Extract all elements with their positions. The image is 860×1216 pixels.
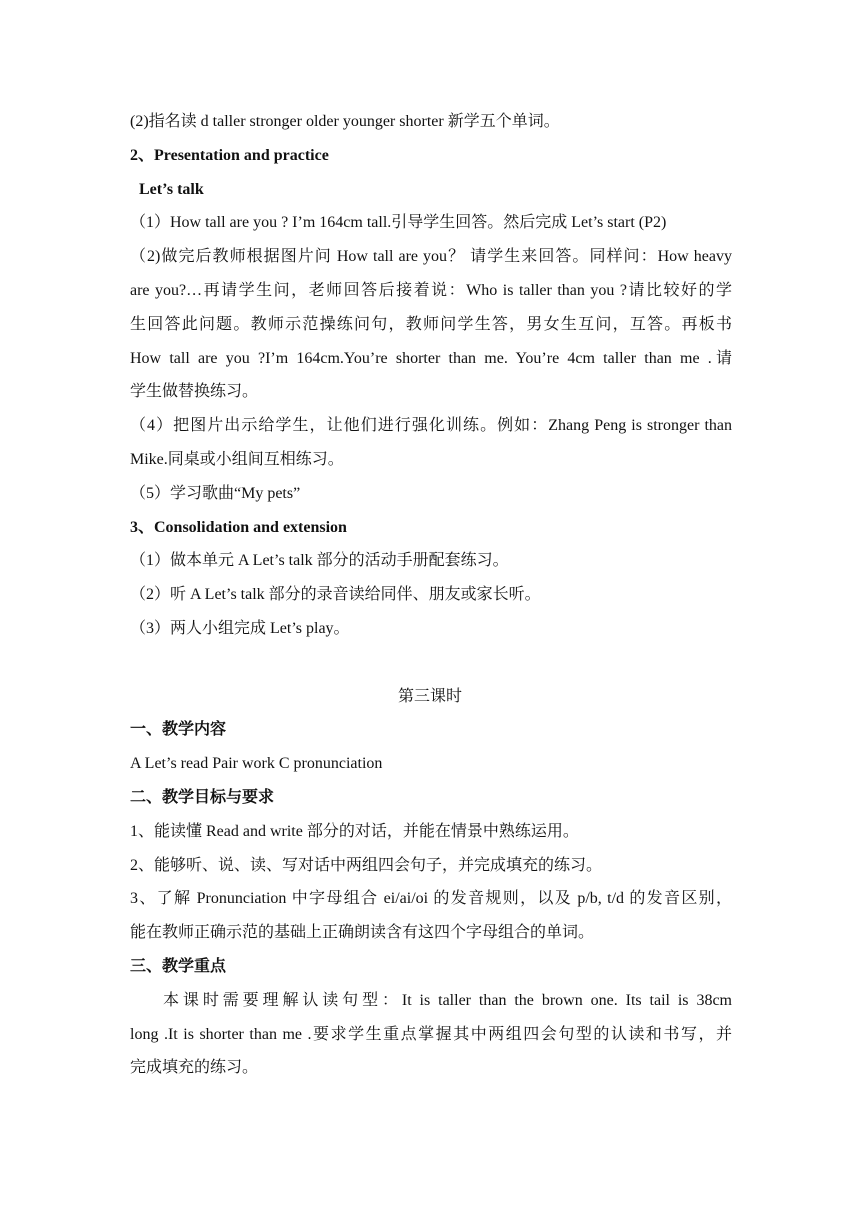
text-line: How tall are you ?I’m 164cm.You’re shorter than me. You’re 4cm taller than me .请 (130, 350, 732, 367)
subsection-heading: Let’s talk (139, 181, 204, 198)
text-line: （2）听 A Let’s talk 部分的录音读给同伴、朋友或家长听。 (130, 586, 541, 603)
text-line: 本课时需要理解认读句型：It is taller than the brown one. Its tail is 38cm (163, 992, 732, 1009)
section-heading: 2、Presentation and practice (130, 147, 329, 164)
text-line: 1、能读懂 Read and write 部分的对话，并能在情景中熟练运用。 (130, 823, 579, 840)
text-line: （1）做本单元 A Let’s talk 部分的活动手册配套练习。 (130, 552, 509, 569)
text-line: （3）两人小组完成 Let’s play。 (130, 620, 350, 637)
text-line: 2、能够听、说、读、写对话中两组四会句子，并完成填充的练习。 (130, 857, 603, 874)
text-line: （4）把图片出示给学生，让他们进行强化训练。例如：Zhang Peng is stronger than (130, 417, 732, 434)
text-line: 3、了解 Pronunciation 中字母组合 ei/ai/oi 的发音规则，以及 p/b, t/d 的发音区别， (130, 890, 732, 907)
text-line: long .It is shorter than me .要求学生重点掌握其中两组四会句型的认读和书写，并 (130, 1026, 732, 1043)
text-line: 学生做替换练习。 (130, 383, 259, 400)
lesson-title: 第三课时 (397, 688, 462, 705)
section-heading: 二、教学目标与要求 (130, 789, 275, 806)
text-line: 生回答此问题。教师示范操练问句，教师问学生答，男女生互问，互答。再板书 (130, 316, 732, 333)
text-line: A Let’s read Pair work C pronunciation (130, 755, 383, 772)
text-line: （1）How tall are you ? I’m 164cm tall.引导学生回答。然后完成 Let’s start (P2) (130, 214, 667, 231)
text-line: are you?…再请学生问，老师回答后接着说：Who is taller than you ?请比较好的学 (130, 282, 732, 299)
text-line: （5）学习歌曲“My pets” (130, 485, 301, 502)
text-line: Mike.同桌或小组间互相练习。 (130, 451, 344, 468)
text-line: 能在教师正确示范的基础上正确朗读含有这四个字母组合的单词。 (130, 924, 595, 941)
text-line: （2)做完后教师根据图片问 How tall are you？ 请学生来回答。同样问：How heavy (130, 248, 732, 265)
text-line: (2)指名读 d taller stronger older younger shorter 新学五个单词。 (130, 113, 560, 130)
text-line: 完成填充的练习。 (130, 1059, 259, 1076)
section-heading: 三、教学重点 (130, 958, 227, 975)
section-heading: 一、教学内容 (130, 721, 227, 738)
section-heading: 3、Consolidation and extension (130, 519, 347, 536)
